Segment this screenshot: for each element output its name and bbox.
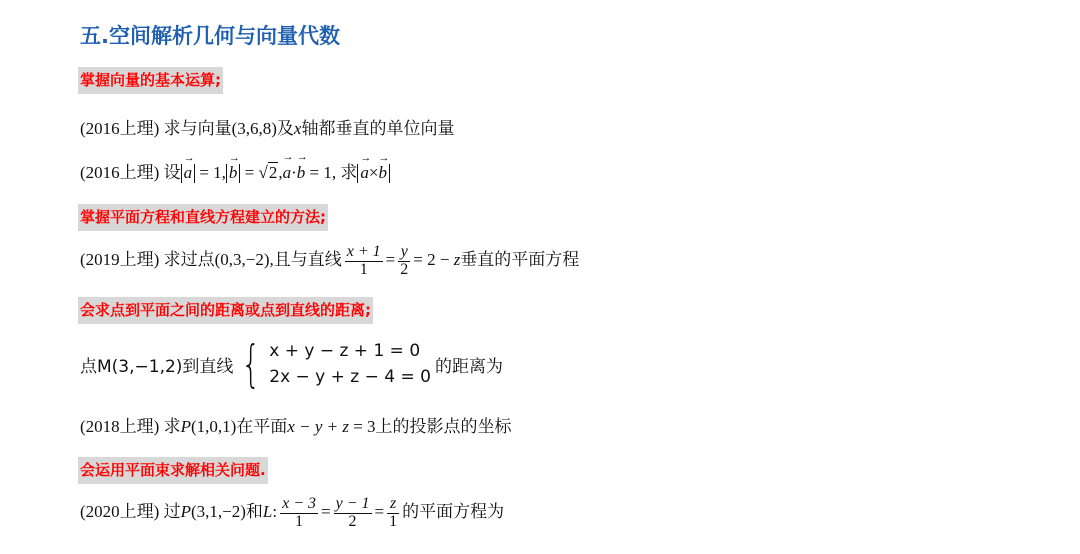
section-label-plane-pencil: 会运用平面束求解相关问题. [78,457,268,484]
fraction: $\frac{z}{1}$ [389,495,398,530]
fraction: $\frac{y}{2}$ [400,243,409,278]
question-source: (2018上理) [80,417,160,436]
fraction: $\frac{y - 1}{2}$ [335,495,370,530]
left-brace: { [241,335,261,393]
fraction: $\frac{x + 1}{1}$ [346,243,381,278]
question-source: (2019上理) [80,250,160,270]
question-source: (2016上理) [80,119,160,138]
sqrt-2: √2 [258,163,278,182]
section-label-distance: 会求点到平面之间的距离或点到直线的距离; [78,297,373,324]
abs-cross: → a×→ b [357,164,390,183]
abs-a: → a [181,164,196,183]
fraction: $\frac{x - 3}{1}$ [282,495,316,530]
abs-b: → b [226,164,241,183]
question-3: (2019上理) 求过点(0,3,−2),且与直线 $\frac{x + 1}{1}$ = $\frac{y}{2}$ = 2 − z垂直的平面方程 [80,243,580,278]
question-5: (2018上理) 求P(1,0,1)在平面x − y + z = 3上的投影点的坐标 [80,417,512,436]
question-source: (2016上理) [80,163,160,182]
question-6: (2020上理) 过P(3,1,−2)和L: $\frac{x - 3}{1}$ = $\frac{y - 1}{2}$ = $\frac{z}{1}$ 的平面方程为 [80,495,505,530]
page-title: 五.空间解析几何与向量代数 [80,24,340,48]
question-1: (2016上理) 求与向量(3,6,8)及x轴都垂直的单位向量 [80,119,455,138]
section-label-vector-ops: 掌握向量的基本运算; [78,67,223,94]
question-source: (2020上理) [80,502,160,522]
question-4: 点M(3,−1,2)到直线 { x + y − z + 1 = 0 2x − y + z − 4 = 0 的距离为 [80,335,503,393]
section-label-plane-line: 掌握平面方程和直线方程建立的方法; [78,204,328,231]
equation-system: x + y − z + 1 = 0 2x − y + z − 4 = 0 [269,341,431,387]
question-2: (2016上理) 设→ a = 1,→ b = √2,→ a·→ b = 1, 求→ a×→ b [80,158,390,183]
